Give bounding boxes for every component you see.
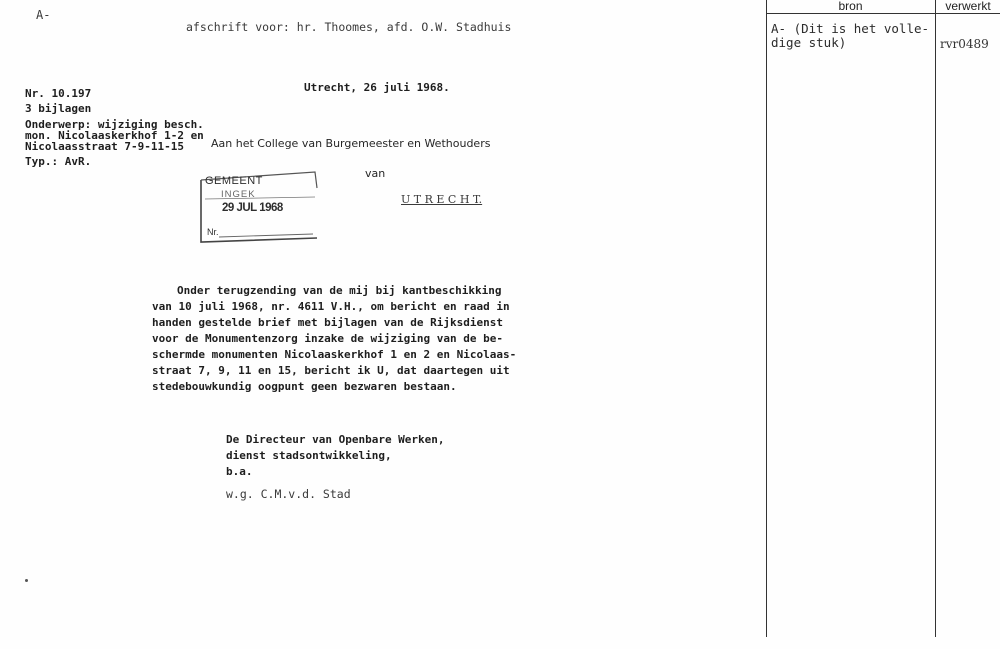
paper-speck: [25, 579, 28, 582]
bron-entry-line-1: A- (Dit is het volle-: [771, 21, 930, 36]
subject-line-1: Onderwerp: wijziging besch.: [25, 118, 204, 131]
addressee-city: U T R E C H T.: [401, 193, 483, 206]
stamp-date: 29 JUL 1968: [222, 202, 283, 214]
body-line: Onder terugzending van de mij bij kantbeschikking: [177, 284, 502, 297]
signed-by: w.g. C.M.v.d. Stad: [226, 487, 351, 501]
addressee-line-1: Aan het College van Burgemeester en Wethouders: [211, 137, 491, 150]
column-header-verwerkt: verwerkt: [945, 0, 991, 13]
margin-table-divider: [935, 0, 936, 637]
received-stamp: [197, 166, 325, 244]
signature-line-1: De Directeur van Openbare Werken,: [226, 433, 445, 446]
column-header-bron: bron: [838, 0, 863, 13]
stamp-label-sub: INGEK: [221, 189, 256, 200]
stamp-label-top: GEMEENT: [205, 175, 263, 187]
corner-mark: A-: [36, 8, 51, 22]
margin-table-left-border: [766, 0, 767, 637]
stamp-nr-label: Nr.: [207, 227, 219, 237]
addressee-line-2: van: [365, 167, 386, 180]
attachments-count: 3 bijlagen: [25, 102, 92, 115]
bron-entry-line-2: dige stuk): [771, 35, 847, 50]
letter-date: Utrecht, 26 juli 1968.: [304, 81, 450, 94]
letter-number: Nr. 10.197: [25, 87, 92, 100]
body-line: stedebouwkundig oogpunt geen bezwaren bestaan.: [152, 380, 457, 393]
body-line: handen gestelde brief met bijlagen van de Rijksdienst: [152, 316, 503, 329]
signature-line-3: b.a.: [226, 465, 253, 478]
body-line: schermde monumenten Nicolaaskerkhof 1 en 2 en Nicolaas-: [152, 348, 517, 361]
body-line: voor de Monumentenzorg inzake de wijziging van de be-: [152, 332, 503, 345]
body-line: straat 7, 9, 11 en 15, bericht ik U, dat daartegen uit: [152, 364, 510, 377]
body-line: van 10 juli 1968, nr. 4611 V.H., om bericht en raad in: [152, 300, 510, 313]
typist-initials: Typ.: AvR.: [25, 155, 92, 168]
copy-for-line: afschrift voor: hr. Thoomes, afd. O.W. Stadhuis: [186, 20, 512, 34]
signature-line-2: dienst stadsontwikkeling,: [226, 449, 392, 462]
subject-line-3: Nicolaasstraat 7-9-11-15: [25, 140, 184, 153]
verwerkt-entry: rvr0489: [940, 37, 989, 51]
subject-line-2: mon. Nicolaaskerkhof 1-2 en: [25, 129, 204, 142]
margin-table-header-rule: [766, 13, 1000, 14]
